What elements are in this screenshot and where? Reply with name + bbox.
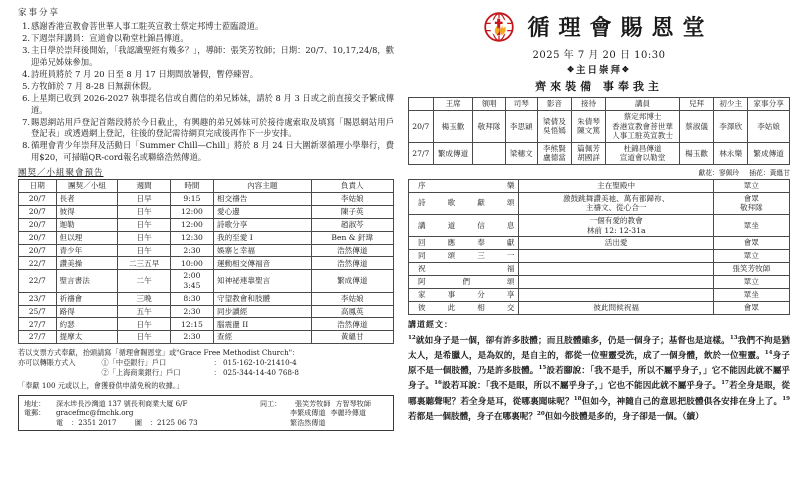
table-cell: 日早 <box>118 193 171 206</box>
order-item-name: 祝 福 <box>409 263 519 276</box>
announcement-text: 詩班員將於 7 月 20 日至 8 月 17 日期間放暑假，暫停練習。 <box>31 68 259 79</box>
ornament-right-icon: ✥ <box>622 64 631 74</box>
duty-cell: 李澤欣 <box>714 110 748 142</box>
table-cell: 20/7 <box>19 193 57 206</box>
verse-number: 17 <box>721 380 729 387</box>
order-item-participant: 會眾 <box>713 301 789 314</box>
announcement-text: 感謝香港宣教會菩世華人事工駐英宣教士蔡定邦博士蒞臨證道。 <box>31 21 264 32</box>
announcement-number: 7 . <box>18 117 30 129</box>
order-item-content: 活出愛 <box>519 237 713 250</box>
table-cell: 同步讀經 <box>214 305 312 318</box>
announcement-number: 8 . <box>18 140 30 152</box>
order-item-content: 一個有愛的教會 林前 12: 12-31a <box>519 214 713 236</box>
table-cell: 提摩太 <box>56 331 118 344</box>
duty-cell: 篇佩芳 胡國詳 <box>571 142 605 164</box>
telephone: 電 ：2351 2017 <box>56 417 117 427</box>
announcement-text: 方牧師於 7 月 8-28 日無薪休假。 <box>31 81 157 92</box>
flower-credits <box>408 167 790 177</box>
table-cell: 12:00 <box>170 205 213 218</box>
staff-label: 同工： <box>260 398 282 408</box>
verse-text: 但如今肢體是多的，身子卻是一個。（續） <box>544 411 704 422</box>
announcements-title: 家事分享 <box>18 8 61 18</box>
table-cell: 運動相交傳福音 <box>214 257 312 270</box>
table-cell: 日午 <box>118 318 171 331</box>
worship-order-row <box>409 179 790 192</box>
table-cell: 2:00 3:45 <box>170 270 213 292</box>
table-cell: 守望教會和肢體 <box>214 292 312 305</box>
column-header: 王席 <box>433 98 473 111</box>
service-theme: 齊來裝備 事奉我主 <box>535 80 663 93</box>
table-cell: 彼得 <box>56 205 118 218</box>
duty-cell: 李姑娘 <box>748 110 790 142</box>
table-cell: 長者 <box>56 193 118 206</box>
column-header: 接待 <box>571 98 605 111</box>
table-cell: 20/7 <box>19 231 57 244</box>
table-cell: 約瑟 <box>56 318 118 331</box>
duty-roster-table <box>408 97 790 165</box>
duty-cell: 楊玉歡 <box>433 110 473 142</box>
table-cell: 日午 <box>118 331 171 344</box>
order-item-participant: 眾坐 <box>713 214 789 236</box>
verse-number: 20 <box>536 410 545 417</box>
table-cell: 查經 <box>214 331 312 344</box>
announcement-item <box>18 21 394 33</box>
announcement-text: 循理會青少年崇拜及活動日「Summer Chill—Chill」將於 8 月 24 日大圍新翠循理小學舉行，費用$20，可掃瞄QR-cord報名或聯絡浩然傳道。 <box>31 140 394 163</box>
service-datetime: 2025 年 7 月 20 日 10:30 <box>532 50 666 61</box>
worship-order-row <box>409 237 790 250</box>
duty-cell: 李思穎 <box>505 110 537 142</box>
order-item-name: 回 應 奉 獻 <box>409 237 519 250</box>
announcement-number: 6 . <box>18 93 30 105</box>
worship-order-row <box>409 192 790 214</box>
order-item-content <box>519 275 713 288</box>
table-cell: 20/7 <box>19 218 57 231</box>
announcement-item <box>18 140 394 163</box>
table-row <box>19 218 394 231</box>
column-header: 日期 <box>19 180 57 193</box>
order-item-name: 同 頌 三 一 <box>409 250 519 263</box>
order-item-participant: 會眾 敬拜隊 <box>713 192 789 214</box>
table-cell: 浩然傳道 <box>311 318 394 331</box>
right-column <box>402 0 800 500</box>
column-header: 負責人 <box>311 180 394 193</box>
column-header: 司琴 <box>505 98 537 111</box>
duty-cell: 杜錦昌傳道 宣道會以勒堂 <box>606 142 680 164</box>
table-cell: 日午 <box>118 218 171 231</box>
table-cell: 青少年 <box>56 244 118 257</box>
column-header: 初少主 <box>714 98 748 111</box>
column-header: 週間 <box>118 180 171 193</box>
table-cell: 2:30 <box>170 305 213 318</box>
verse-number: 14 <box>764 349 773 356</box>
order-item-name: 序 樂 <box>409 179 519 192</box>
table-row <box>19 331 394 344</box>
table-cell: 高鳳英 <box>311 305 394 318</box>
flower-credit: 插花：黃縕甘 <box>749 168 790 177</box>
cheque-note <box>18 348 394 391</box>
order-item-content <box>519 263 713 276</box>
order-item-name: 彼 此 相 交 <box>409 301 519 314</box>
table-cell: 腦震盪 II <box>214 318 312 331</box>
bank-account-row <box>102 358 300 368</box>
table-cell: 23/7 <box>19 292 57 305</box>
table-cell: 知神祕連靠聖言 <box>214 270 312 292</box>
verse-number: 12 <box>408 334 416 341</box>
table-row <box>19 270 394 292</box>
church-name: 循理會賜恩堂 <box>527 15 714 41</box>
announcement-item <box>18 117 394 140</box>
column-header <box>409 98 434 111</box>
table-cell: 浩然傳道 <box>311 257 394 270</box>
verse-text: 身子原不是一個肢體，乃是許多肢體。 <box>408 350 790 376</box>
table-cell: 25/7 <box>19 305 57 318</box>
table-cell: 詩歌分享 <box>214 218 312 231</box>
announcement-item <box>18 93 394 116</box>
table-cell: 8:30 <box>170 292 213 305</box>
table-cell: 李姑娘 <box>311 193 394 206</box>
announcement-number: 3 . <box>18 45 30 57</box>
table-row <box>19 257 394 270</box>
table-cell: 祈禱會 <box>56 292 118 305</box>
table-cell: 二三五早 <box>118 257 171 270</box>
order-item-name: 家 事 分 享 <box>409 288 519 301</box>
table-cell: 12:15 <box>170 318 213 331</box>
flower-credit: 獻花：寥佩玲 <box>698 168 740 177</box>
announcement-item <box>18 81 394 93</box>
table-cell: 愛心邊 <box>214 205 312 218</box>
order-item-participant: 眾坐 <box>713 288 789 301</box>
order-item-name: 詩 歌 獻 頌 <box>409 192 519 214</box>
table-cell: 日午 <box>118 231 171 244</box>
table-row <box>19 231 394 244</box>
worship-order-row <box>409 250 790 263</box>
table-cell: 迦勒 <box>56 218 118 231</box>
ornament-left-icon: ✥ <box>567 64 576 74</box>
table-cell: 相交禱告 <box>214 193 312 206</box>
table-row <box>409 110 790 142</box>
duty-cell: 楊玉歡 <box>680 142 714 164</box>
bank-accounts <box>102 358 300 378</box>
table-cell: 陳子英 <box>311 205 394 218</box>
order-item-content <box>519 250 713 263</box>
column-header: 影音 <box>537 98 571 111</box>
table-cell: 27/7 <box>19 318 57 331</box>
duty-cell: 蔡淑儀 <box>680 110 714 142</box>
phone-row <box>24 418 260 428</box>
announcement-item <box>18 45 394 68</box>
scripture-text <box>408 332 790 424</box>
duty-cell: 蔡定邦博士 香港宣教會菩世華 人事工駐英宣教士 <box>606 110 680 142</box>
table-cell: 聖言書法 <box>56 270 118 292</box>
table-cell: 趙淑芩 <box>311 218 394 231</box>
table-header-row <box>409 98 790 111</box>
duty-cell: 李熊賢 盧德當 <box>537 142 571 164</box>
worship-order-row <box>409 275 790 288</box>
verse-number: 16 <box>434 380 442 387</box>
order-item-participant: 張笑芳牧師 <box>713 263 789 276</box>
duty-cell: 梁穗文 <box>505 142 537 164</box>
duty-cell: 繁成傳道 <box>748 142 790 164</box>
staff-name: 方智琴牧師 <box>335 398 371 408</box>
table-cell: Ben & 釬瑋 <box>311 231 394 244</box>
fax: 圖 ：2125 06 73 <box>134 417 198 427</box>
email-label: 電郵： <box>24 408 46 418</box>
announcement-item <box>18 33 394 45</box>
table-cell: 但以理 <box>56 231 118 244</box>
worship-order-row <box>409 263 790 276</box>
order-item-participant: 會眾 <box>713 237 789 250</box>
verse-text: 我們不拘是猶太人，是希臘人，是為奴的，是自主的，都從一位聖靈受洗，成了一個身體，飲於一位聖靈。 <box>408 335 790 361</box>
duty-cell: 朱倩琴 陳文篤 <box>571 110 605 142</box>
bank-name: ②「上海商業銀行」戶口 <box>101 368 181 378</box>
table-cell: 三晚 <box>118 292 171 305</box>
contact-box <box>18 395 394 432</box>
order-item-name: 講 道 信 息 <box>409 214 519 236</box>
announcements-list <box>18 21 394 164</box>
bank-name: ①「中亞銀行」戶口 <box>101 358 167 368</box>
verse-number: 18 <box>573 395 582 402</box>
table-cell: 娛寨と幸福 <box>214 244 312 257</box>
announcement-text: 賜恩網站用戶登記首階段將於今日截止，有興趣的弟兄姊妹可於接待處索取及填寫「賜恩網站用戶登記表」或透過網上登記，往後的登記需待網頁完成後再作下一步安排。 <box>31 116 394 139</box>
order-item-content: 主在聖殿中 <box>519 179 713 192</box>
staff-name: 張笑芳牧師 <box>295 398 331 408</box>
worship-order-row <box>409 214 790 236</box>
table-cell: 五午 <box>118 305 171 318</box>
table-cell: 讚美操 <box>56 257 118 270</box>
worship-order-row <box>409 288 790 301</box>
announcement-text: 上星期已收到 2026-2027 執事提名信或自薦信的弟兄姊妹，請於 8 月 3 日或之前直接交予繁成傳道。 <box>31 93 394 115</box>
order-item-content <box>519 288 713 301</box>
table-cell: 9:15 <box>170 193 213 206</box>
column-header: 領唱 <box>473 98 505 111</box>
column-header: 團契／小組 <box>56 180 118 193</box>
verse-text: 若都是一個肢體，身子在哪裏呢？ <box>408 411 537 422</box>
table-cell: 2:30 <box>170 244 213 257</box>
table-cell: 日午 <box>118 205 171 218</box>
staff-list <box>260 399 388 428</box>
duty-cell: 敬拜隊 <box>473 110 505 142</box>
verse-text: 設若腳說：「我不是手，所以不屬乎身子，」它不能因此就不屬乎身子。 <box>408 365 790 392</box>
table-cell: 12:00 <box>170 218 213 231</box>
column-header: 時間 <box>170 180 213 193</box>
table-cell: 我的至愛 I <box>214 231 312 244</box>
methodist-cross-and-flame-logo <box>484 12 514 42</box>
worship-order-table <box>408 179 790 315</box>
bank-account-number: ： 015-162-10-21410-4 <box>213 358 297 368</box>
duty-date-cell: 27/7 <box>409 142 434 164</box>
table-cell: 27/7 <box>19 331 57 344</box>
table-row <box>19 305 394 318</box>
duty-cell: 梁倩及 吳悟嫣 <box>537 110 571 142</box>
table-cell: 20/7 <box>19 244 57 257</box>
groups-title: 團契／小組聚會預告 <box>18 168 104 179</box>
staff-name: 李麗玲傳道 <box>330 408 366 418</box>
announcement-number: 1 . <box>18 21 30 33</box>
announcement-text: 主日學於崇拜後開始，「我認識聖經有幾多？」，導師：張笑芳牧師；日期：20/7、10,17,24/8，歡迎弟兄姊妹參加。 <box>31 45 394 67</box>
staff-name: 繁浩然傳道 <box>290 417 326 427</box>
verse-text: 但如今，神隨自己的意思把肢體俱各安排在身上了。 <box>581 396 783 407</box>
duty-date-cell: 20/7 <box>409 110 434 142</box>
order-item-content: 彼此問候祝福 <box>519 301 713 314</box>
column-header: 兒拜 <box>680 98 714 111</box>
table-row <box>409 142 790 164</box>
staff-name: 李繁成傳道 <box>290 408 326 418</box>
service-kind: ✥主日崇拜✥ <box>567 64 631 76</box>
table-cell: 李姑娘 <box>311 292 394 305</box>
table-cell: 22/7 <box>19 270 57 292</box>
cheque-note-line1: 若以支票方式奉獻，抬頭請寫「循理會賜恩堂」或"Grace Free Methodist Church"： <box>18 348 300 358</box>
verse-number: 15 <box>538 365 547 372</box>
table-cell: 繁成傳道 <box>311 270 394 292</box>
table-cell: 黃縕甘 <box>311 331 394 344</box>
duty-cell <box>473 142 505 164</box>
table-cell: 10:00 <box>170 257 213 270</box>
verse-number: 19 <box>782 395 790 402</box>
contact-details <box>24 399 260 428</box>
duty-cell: 林永樂 <box>714 142 748 164</box>
order-item-participant: 眾立 <box>713 179 789 192</box>
order-item-content: 激鼓跳舞讚美祂、萬有都歸祢、 主禱文、從心合一 <box>519 192 713 214</box>
table-cell: 12:30 <box>170 231 213 244</box>
table-cell: 路得 <box>56 305 118 318</box>
verse-number: 13 <box>729 334 738 341</box>
donation-receipt-note: 「奉獻 100 元或以上，會獲發供申請免稅的收據。」 <box>18 380 184 390</box>
address-label: 地址： <box>24 398 46 408</box>
bank-account-number: ： 025-344-14-40 768-8 <box>213 368 300 378</box>
announcement-number: 5 . <box>18 81 30 93</box>
column-header: 講員 <box>606 98 680 111</box>
table-cell: 二午 <box>118 270 171 292</box>
column-header: 家事分享 <box>748 98 790 111</box>
table-cell: 日午 <box>118 244 171 257</box>
email-value[interactable]: gracefmc@fmchk.org <box>56 408 134 418</box>
order-item-participant: 眾立 <box>713 250 789 263</box>
announcement-number: 4 . <box>18 69 30 81</box>
worship-order-row <box>409 301 790 314</box>
address-value: 深水埗長沙灣道 137 號長利商業大厦 6/F <box>56 398 188 408</box>
groups-table <box>18 179 394 344</box>
order-item-name: 阿 們 頌 <box>409 275 519 288</box>
table-cell: 浩然傳道 <box>311 244 394 257</box>
table-row <box>19 193 394 206</box>
announcement-text: 下週崇拜講員：宣道會以勒堂杜錦昌傳道。 <box>31 33 189 44</box>
cheque-note-line2: 亦可以轉賬方式入 <box>18 358 76 368</box>
table-header-row <box>19 180 394 193</box>
table-row <box>19 244 394 257</box>
table-cell: 20/7 <box>19 205 57 218</box>
column-header: 內容主題 <box>214 180 312 193</box>
table-row <box>19 318 394 331</box>
order-item-participant: 眾立 <box>713 275 789 288</box>
duty-cell: 繁成傳道 <box>433 142 473 164</box>
verse-text: 若全身是眼，從哪裏聽聲呢？若全身是耳，從哪裏聞味呢？ <box>408 381 790 407</box>
table-cell: 22/7 <box>19 257 57 270</box>
scripture-title: 講道經文： <box>408 318 453 329</box>
table-row <box>19 292 394 305</box>
verse-text: 設若耳說：「我不是眼，所以不屬乎身子，」它也不能因此就不屬乎身子。 <box>441 381 722 392</box>
table-cell: 2:30 <box>170 331 213 344</box>
bank-account-row <box>102 368 300 378</box>
verse-text: 就如身子是一個，卻有許多肢體；而且肢體雖多，仍是一個身子；基督也是這樣。 <box>415 335 730 346</box>
table-row <box>19 205 394 218</box>
announcement-number: 2 . <box>18 33 30 45</box>
announcement-item <box>18 69 394 81</box>
church-header <box>408 11 790 42</box>
